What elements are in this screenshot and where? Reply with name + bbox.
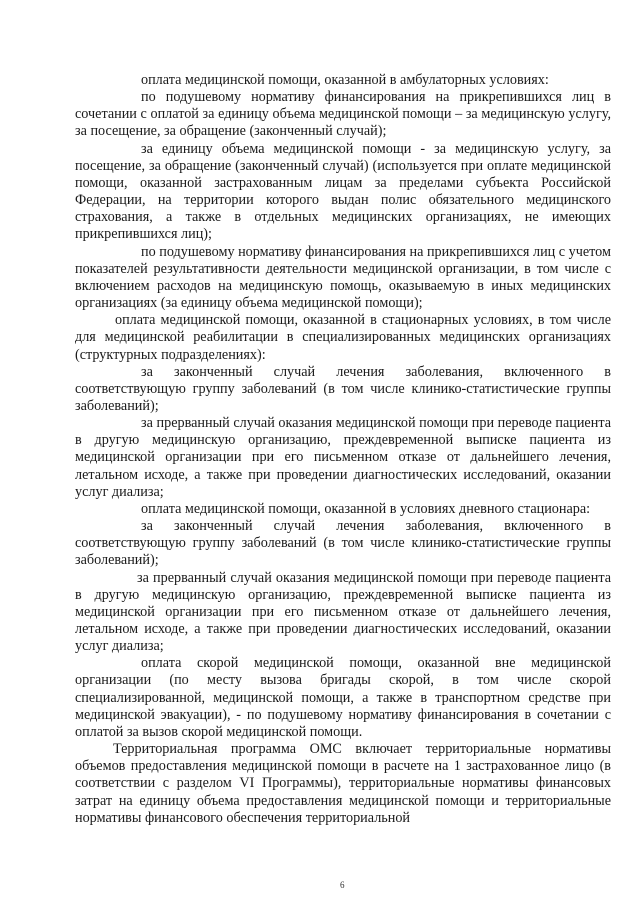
paragraph-day-hospital-completed-case: за законченный случай лечения заболевания, включенного в соответствующую группу заболеваний (в том числе клинико-статистические группы заболеваний);	[75, 518, 611, 569]
paragraph-per-capita-combined: по подушевому нормативу финансирования на прикрепившихся лиц в сочетании с оплатой за единицу объема медицинской помощи – за медицинскую услугу, за посещение, за обращение (законченный случай);	[75, 89, 611, 140]
paragraph-inpatient-interrupted-case: за прерванный случай оказания медицинской помощи при переводе пациента в другую медицинскую организацию, преждевременной выписке пациента из медицинской организации при его письменном отказе от дальнейшего лечения, летальном исходе, а также при проведении диагностических исследований, оказании услуг диализа;	[75, 415, 611, 500]
paragraph-per-unit-volume: за единицу объема медицинской помощи - за медицинскую услугу, за посещение, за обращение (законченный случай) (используется при оплате медицинской помощи, оказанной застрахованным лицам за пределами субъекта Российской Федерации, на территории которого выдан полис обязательного медицинского страхования, а также в отдельных медицинских организациях, не имеющих прикрепившихся лиц);	[75, 140, 611, 243]
page-number: 6	[340, 880, 345, 890]
paragraph-inpatient-payment: оплата медицинской помощи, оказанной в стационарных условиях, в том числе для медицинской реабилитации в специализированных медицинских организациях (структурных подразделениях):	[75, 312, 611, 363]
paragraph-per-capita-performance: по подушевому нормативу финансирования на прикрепившихся лиц с учетом показателей результативности деятельности медицинской организации, в том числе с включением расходов на медицинскую помощь, оказываемую в иных медицинских организациях (за единицу объема медицинской помощи);	[75, 243, 611, 312]
paragraph-territorial-program: Территориальная программа ОМС включает территориальные нормативы объемов предоставления медицинской помощи в расчете на 1 застрахованное лицо (в соответствии с разделом VI Программы), территориальные нормативы финансовых затрат на единицу объема предоставления медицинской помощи и территориальные нормативы финансового обеспечения территориальной	[75, 741, 611, 826]
paragraph-day-hospital-payment: оплата медицинской помощи, оказанной в условиях дневного стационара:	[141, 500, 591, 517]
paragraph-day-hospital-interrupted-case: за прерванный случай оказания медицинской помощи при переводе пациента в другую медицинскую организацию, преждевременной выписке пациента из медицинской организации при его письменном отказе от дальнейшего лечения, летальном исходе, а также при проведении диагностических исследований, оказании услуг диализа;	[75, 569, 611, 655]
paragraph-inpatient-completed-case: за законченный случай лечения заболевания, включенного в соответствующую группу заболеваний (в том числе клинико-статистические группы заболеваний);	[75, 363, 611, 414]
paragraph-outpatient-payment: оплата медицинской помощи, оказанной в амбулаторных условиях:	[141, 72, 549, 88]
document-body	[75, 72, 611, 827]
paragraph-ambulance-payment: оплата скорой медицинской помощи, оказанной вне медицинской организации (по месту вызова бригады скорой, в том числе скорой специализированной, медицинской помощи, а также в транспортном средстве при медицинской эвакуации), - по подушевому нормативу финансирования в сочетании с оплатой за вызов скорой медицинской помощи.	[75, 655, 611, 740]
